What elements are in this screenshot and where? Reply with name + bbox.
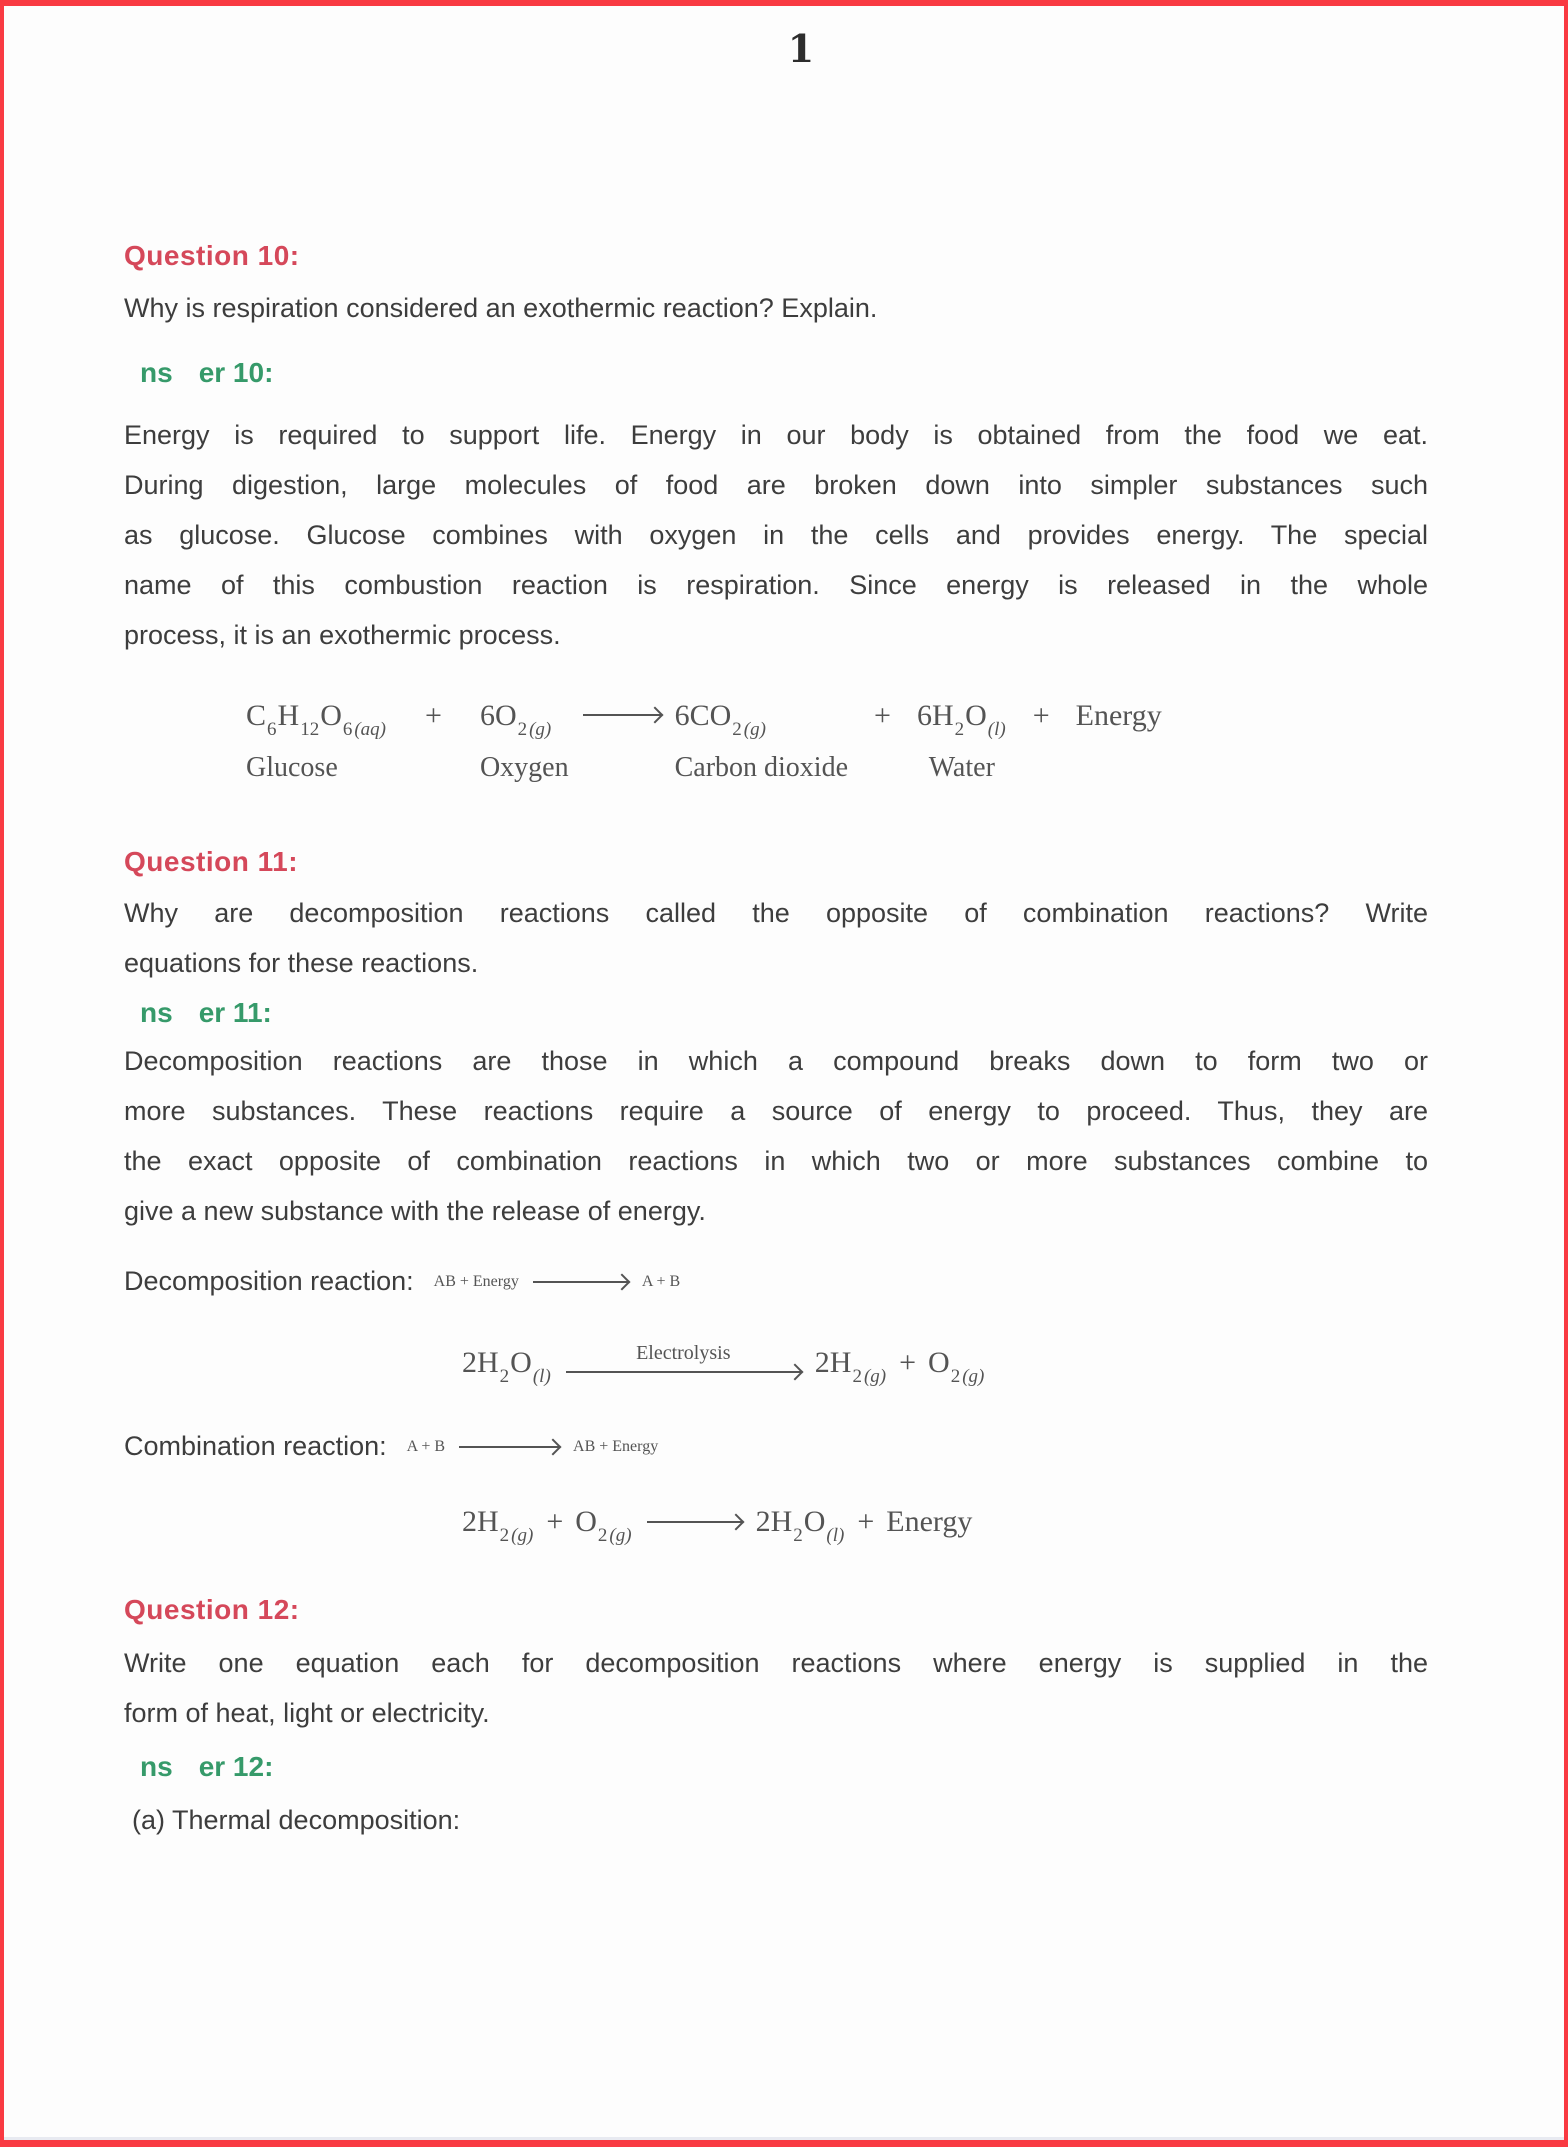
paragraph-line: more substances. These reactions require a source of energy to proceed. Thus, they are <box>124 1096 1428 1126</box>
subscript: 2 <box>499 1525 510 1546</box>
answer-11-paragraph <box>124 1036 1428 1236</box>
subscript: 12 <box>300 719 320 740</box>
electrolysis-lhs <box>462 1343 552 1387</box>
carbon-dioxide-formula <box>674 696 848 740</box>
reaction-arrow-icon <box>566 1371 801 1373</box>
answer-label-part2: er 12: <box>198 1751 274 1782</box>
plus-operator: + <box>899 1346 917 1379</box>
plus-operator: + <box>874 699 891 732</box>
state-symbol: (g) <box>511 1525 534 1546</box>
question-11-heading: Question 11: <box>124 846 299 877</box>
question-11-text <box>124 888 1428 988</box>
plus-operator: + <box>857 1505 875 1538</box>
page-number: 1 <box>787 26 815 71</box>
state-symbol: (l) <box>826 1525 845 1546</box>
element-symbol: H <box>277 699 300 732</box>
plus-operator: + <box>546 1505 564 1538</box>
element-symbol: 2H <box>462 1505 499 1538</box>
state-symbol: (l) <box>532 1366 551 1387</box>
plus-operator: + <box>1032 699 1050 732</box>
element-symbol: O <box>965 699 987 732</box>
state-symbol: (g) <box>863 1366 887 1387</box>
paragraph-line: Write one equation each for decomposition reactions where energy is supplied in the <box>124 1648 1428 1678</box>
element-symbol: O <box>320 699 342 732</box>
answer-label-part1: ns <box>140 997 173 1028</box>
reaction-arrow-icon <box>583 714 661 716</box>
plus-operator: + <box>425 699 442 732</box>
answer-11-label <box>124 996 1428 1030</box>
state-symbol: (g) <box>743 719 766 740</box>
question-10-text: Why is respiration considered an exothermic reaction? Explain. <box>124 293 878 323</box>
answer-10-label <box>124 356 1428 390</box>
answer-12-label <box>124 1750 1428 1784</box>
paragraph-line: form of heat, light or electricity. <box>124 1698 490 1728</box>
element-symbol: O <box>575 1505 597 1538</box>
electrolysis-equation <box>124 1342 1428 1387</box>
state-symbol: (aq) <box>354 719 387 740</box>
decomposition-rhs: A + B <box>641 1272 681 1290</box>
decomposition-lhs: AB + Energy <box>433 1272 519 1290</box>
electrolysis-arrow-label: Electrolysis <box>636 1342 731 1364</box>
paragraph-line: equations for these reactions. <box>124 948 479 978</box>
paragraph-line: Energy is required to support life. Energy in our body is obtained from the food we eat. <box>124 420 1428 450</box>
carbon-dioxide-term <box>675 696 848 784</box>
water-label: Water <box>928 752 995 783</box>
answer-label-part1: ns <box>140 1751 173 1782</box>
page-bottom-divider <box>4 2137 1564 2140</box>
subscript: 2 <box>517 719 528 740</box>
oxygen-label: Oxygen <box>479 752 569 783</box>
water-formula <box>916 696 1007 740</box>
state-symbol: (g) <box>609 1525 632 1546</box>
subscript: 2 <box>852 1366 862 1387</box>
question-12-text <box>124 1638 1428 1738</box>
paragraph-line: the exact opposite of combination reactions in which two or more substances combine to <box>124 1146 1428 1176</box>
glucose-label: Glucose <box>246 752 338 783</box>
water-formation-rhs <box>755 1502 973 1546</box>
reaction-arrow-icon <box>459 1446 559 1448</box>
subscript: 6 <box>267 719 277 740</box>
state-symbol: (g) <box>529 719 552 740</box>
subscript: 2 <box>950 1366 961 1387</box>
answer-10-paragraph <box>124 410 1428 660</box>
element-symbol: 6H <box>916 699 954 732</box>
oxygen-term <box>480 696 569 784</box>
element-symbol: O <box>510 1346 532 1379</box>
subscript: 2 <box>793 1525 803 1546</box>
subscript: 6 <box>342 719 353 740</box>
paragraph-line: name of this combustion reaction is respiration. Since energy is released in the whole <box>124 570 1428 600</box>
element-symbol: O <box>803 1505 826 1538</box>
glucose-term <box>246 696 387 784</box>
paragraph-line: During digestion, large molecules of food are broken down into simpler substances such <box>124 470 1428 500</box>
water-term <box>917 696 1007 784</box>
water-formation-lhs <box>462 1502 633 1546</box>
respiration-equation <box>124 696 1428 784</box>
question-12-heading: Question 12: <box>124 1594 300 1625</box>
element-symbol: 2H <box>462 1346 499 1379</box>
paragraph-line: process, it is an exothermic process. <box>124 620 561 650</box>
answer-label-part2: er 11: <box>198 997 272 1028</box>
reaction-arrow-icon <box>647 1521 742 1523</box>
decomposition-reaction-row <box>124 1266 1428 1297</box>
combination-rhs: AB + Energy <box>573 1437 659 1455</box>
paragraph-line: Decomposition reactions are those in which a compound breaks down to form two or <box>124 1046 1428 1076</box>
state-symbol: (g) <box>962 1366 985 1387</box>
subscript: 2 <box>499 1366 510 1387</box>
element-symbol: C <box>246 699 267 732</box>
element-symbol: 2H <box>755 1505 793 1538</box>
subscript: 2 <box>954 719 965 740</box>
combination-reaction-label: Combination reaction: <box>124 1431 387 1461</box>
thermal-decomposition-line: (a) Thermal decomposition: <box>132 1805 461 1835</box>
state-symbol: (l) <box>987 719 1006 740</box>
element-symbol: 6CO <box>674 699 732 732</box>
oxygen-formula <box>479 696 569 740</box>
electrolysis-arrow <box>566 1342 801 1373</box>
element-symbol: 2H <box>814 1346 852 1379</box>
reaction-arrow-icon <box>533 1281 628 1283</box>
electrolysis-rhs <box>814 1343 986 1387</box>
answer-label-part1: ns <box>140 357 173 388</box>
energy-term: Energy <box>1075 699 1162 732</box>
element-symbol: 6O <box>479 699 517 732</box>
combination-lhs: A + B <box>406 1437 446 1455</box>
combination-reaction-row <box>124 1431 1428 1462</box>
paragraph-line: Why are decomposition reactions called the opposite of combination reactions? Write <box>124 898 1428 928</box>
energy-term: Energy <box>886 1505 973 1538</box>
water-formation-equation <box>124 1502 1428 1546</box>
question-10-heading: Question 10: <box>124 240 300 271</box>
paragraph-line: as glucose. Glucose combines with oxygen in the cells and provides energy. The special <box>124 520 1428 550</box>
carbon-dioxide-label: Carbon dioxide <box>674 752 849 783</box>
answer-label-part2: er 10: <box>198 357 274 388</box>
subscript: 2 <box>597 1525 608 1546</box>
decomposition-reaction-label: Decomposition reaction: <box>124 1266 414 1296</box>
glucose-formula <box>246 696 387 740</box>
paragraph-line: give a new substance with the release of energy. <box>124 1196 706 1226</box>
element-symbol: O <box>928 1346 950 1379</box>
arrow-column <box>569 696 675 736</box>
page-content <box>4 240 1564 1840</box>
subscript: 2 <box>732 719 742 740</box>
